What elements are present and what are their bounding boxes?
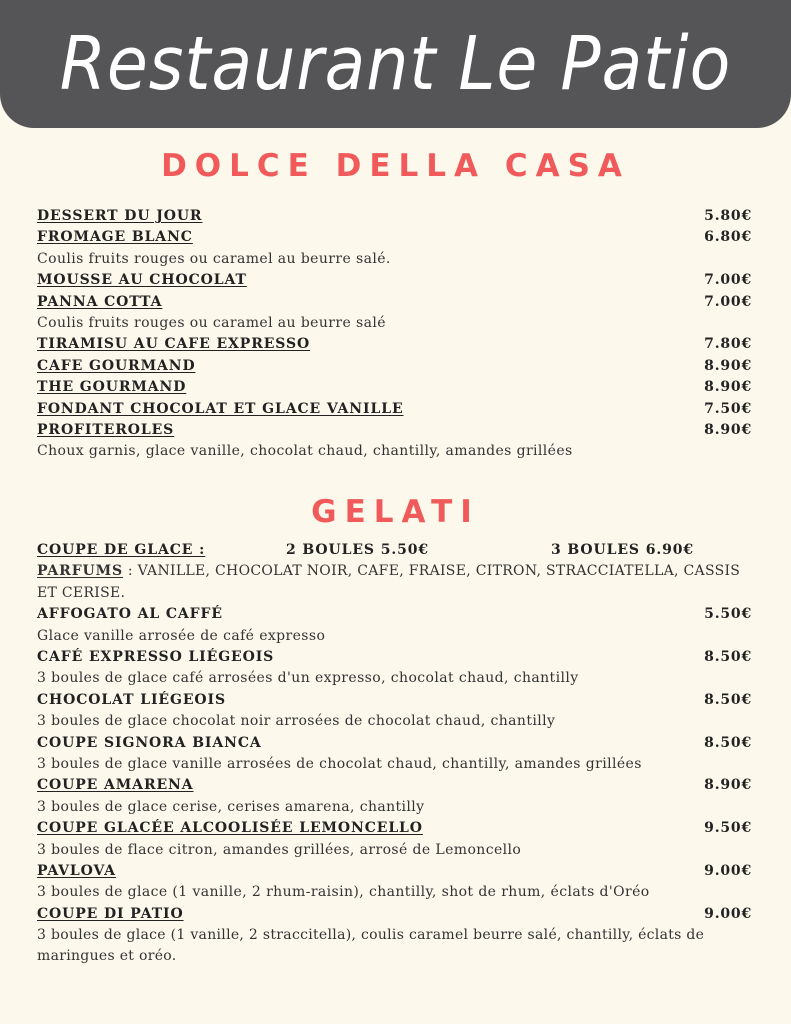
item-description-row <box>37 313 752 334</box>
menu-item <box>37 647 752 668</box>
item-description: 3 boules de flace citron, amandes grillées, arrosé de Lemoncello <box>37 841 522 858</box>
item-name: CHOCOLAT LIÉGEOIS <box>37 691 226 708</box>
item-description: Coulis fruits rouges ou caramel au beurre salé <box>37 314 386 331</box>
item-name: COUPE AMARENA <box>37 777 194 794</box>
item-name: PANNA COTTA <box>37 293 163 310</box>
menu-item <box>37 861 752 882</box>
menu-item <box>37 292 752 313</box>
item-price: 7.00€ <box>704 272 752 289</box>
parfums-list: : VANILLE, CHOCOLAT NOIR, CAFE, FRAISE, CITRON, STRACCIATELLA, CASSIS ET CERISE. <box>37 563 741 601</box>
item-description-row <box>37 840 752 861</box>
item-price: 8.90€ <box>704 357 752 374</box>
menu-item <box>37 818 752 839</box>
item-name: FROMAGE BLANC <box>37 229 193 246</box>
item-description: 3 boules de glace vanille arrosées de chocolat chaud, chantilly, amandes grillées <box>37 755 642 772</box>
item-price: 9.50€ <box>704 820 752 837</box>
item-price: 6.80€ <box>704 229 752 246</box>
restaurant-title: Restaurant Le Patio <box>59 21 732 107</box>
item-name: PROFITEROLES <box>37 421 175 438</box>
menu-item <box>37 399 752 420</box>
menu-item <box>37 227 752 248</box>
item-name: DESSERT DU JOUR <box>37 208 203 224</box>
item-description: 3 boules de glace chocolat noir arrosées de chocolat chaud, chantilly <box>37 713 556 730</box>
item-description: Coulis fruits rouges ou caramel au beurre salé. <box>37 250 391 267</box>
item-name: THE GOURMAND <box>37 379 187 396</box>
item-price: 9.00€ <box>704 862 752 879</box>
coupe-two-scoops: 2 BOULES 5.50€ <box>286 542 430 558</box>
item-description: 3 boules de glace (1 vanille, 2 straccitella), coulis caramel beurre salé, chantilly, éclats de maringues et oréo. <box>37 927 705 965</box>
item-description-row <box>37 754 752 775</box>
item-price: 8.50€ <box>704 691 752 708</box>
item-price: 7.50€ <box>704 400 752 417</box>
menu-item <box>37 356 752 377</box>
item-price: 5.80€ <box>704 208 752 224</box>
coupe-label: COUPE DE GLACE : <box>37 542 206 558</box>
item-description-row <box>37 882 752 903</box>
menu-item <box>37 733 752 754</box>
item-description: 3 boules de glace café arrosées d'un expresso, chocolat chaud, chantilly <box>37 670 579 687</box>
header-banner <box>0 0 791 128</box>
item-price: 8.90€ <box>704 379 752 396</box>
item-description-row <box>37 668 752 689</box>
item-name: COUPE GLACÉE ALCOOLISÉE LEMONCELLO <box>37 820 423 837</box>
item-name: TIRAMISU AU CAFE EXPRESSO <box>37 336 311 353</box>
item-price: 9.00€ <box>704 905 752 922</box>
menu-item <box>37 420 752 441</box>
item-name: AFFOGATO AL CAFFÉ <box>37 606 223 623</box>
item-price: 8.90€ <box>704 421 752 438</box>
item-price: 8.90€ <box>704 777 752 794</box>
item-name: FONDANT CHOCOLAT ET GLACE VANILLE <box>37 400 404 417</box>
item-price: 8.50€ <box>704 734 752 751</box>
coupe-three-scoops: 3 BOULES 6.90€ <box>551 542 695 558</box>
item-description: Glace vanille arrosée de café expresso <box>37 627 326 644</box>
menu-item <box>37 690 752 711</box>
item-description-row <box>37 711 752 732</box>
menu-item <box>37 775 752 796</box>
coupe-de-glace-row <box>37 540 752 561</box>
item-name: CAFE GOURMAND <box>37 357 196 374</box>
menu-item <box>37 904 752 925</box>
menu-item <box>37 206 752 227</box>
item-description: 3 boules de glace (1 vanille, 2 rhum-raisin), chantilly, shot de rhum, éclats d'Oréo <box>37 884 650 901</box>
dolce-list <box>37 206 752 463</box>
item-price: 5.50€ <box>704 606 752 623</box>
menu-item <box>37 334 752 355</box>
menu-item <box>37 604 752 625</box>
section-title-dolce: DOLCE DELLA CASA <box>161 148 630 184</box>
item-description-row <box>37 797 752 818</box>
menu-item <box>37 270 752 291</box>
section-title-gelati: GELATI <box>311 494 480 530</box>
item-description-row <box>37 249 752 270</box>
item-name: CAFÉ EXPRESSO LIÉGEOIS <box>37 648 275 665</box>
item-name: MOUSSE AU CHOCOLAT <box>37 272 247 289</box>
item-name: PAVLOVA <box>37 862 116 879</box>
item-description: 3 boules de glace cerise, cerises amarena, chantilly <box>37 798 425 815</box>
item-description-row <box>37 626 752 647</box>
item-name: COUPE SIGNORA BIANCA <box>37 734 262 751</box>
parfums-label: PARFUMS <box>37 563 124 580</box>
gelati-list <box>37 540 752 968</box>
item-description-row <box>37 441 752 462</box>
item-price: 8.50€ <box>704 648 752 665</box>
item-price: 7.80€ <box>704 336 752 353</box>
item-name: COUPE DI PATIO <box>37 905 184 922</box>
menu-item <box>37 377 752 398</box>
item-price: 7.00€ <box>704 293 752 310</box>
item-description: Choux garnis, glace vanille, chocolat chaud, chantilly, amandes grillées <box>37 443 573 460</box>
parfums-text <box>37 561 752 604</box>
